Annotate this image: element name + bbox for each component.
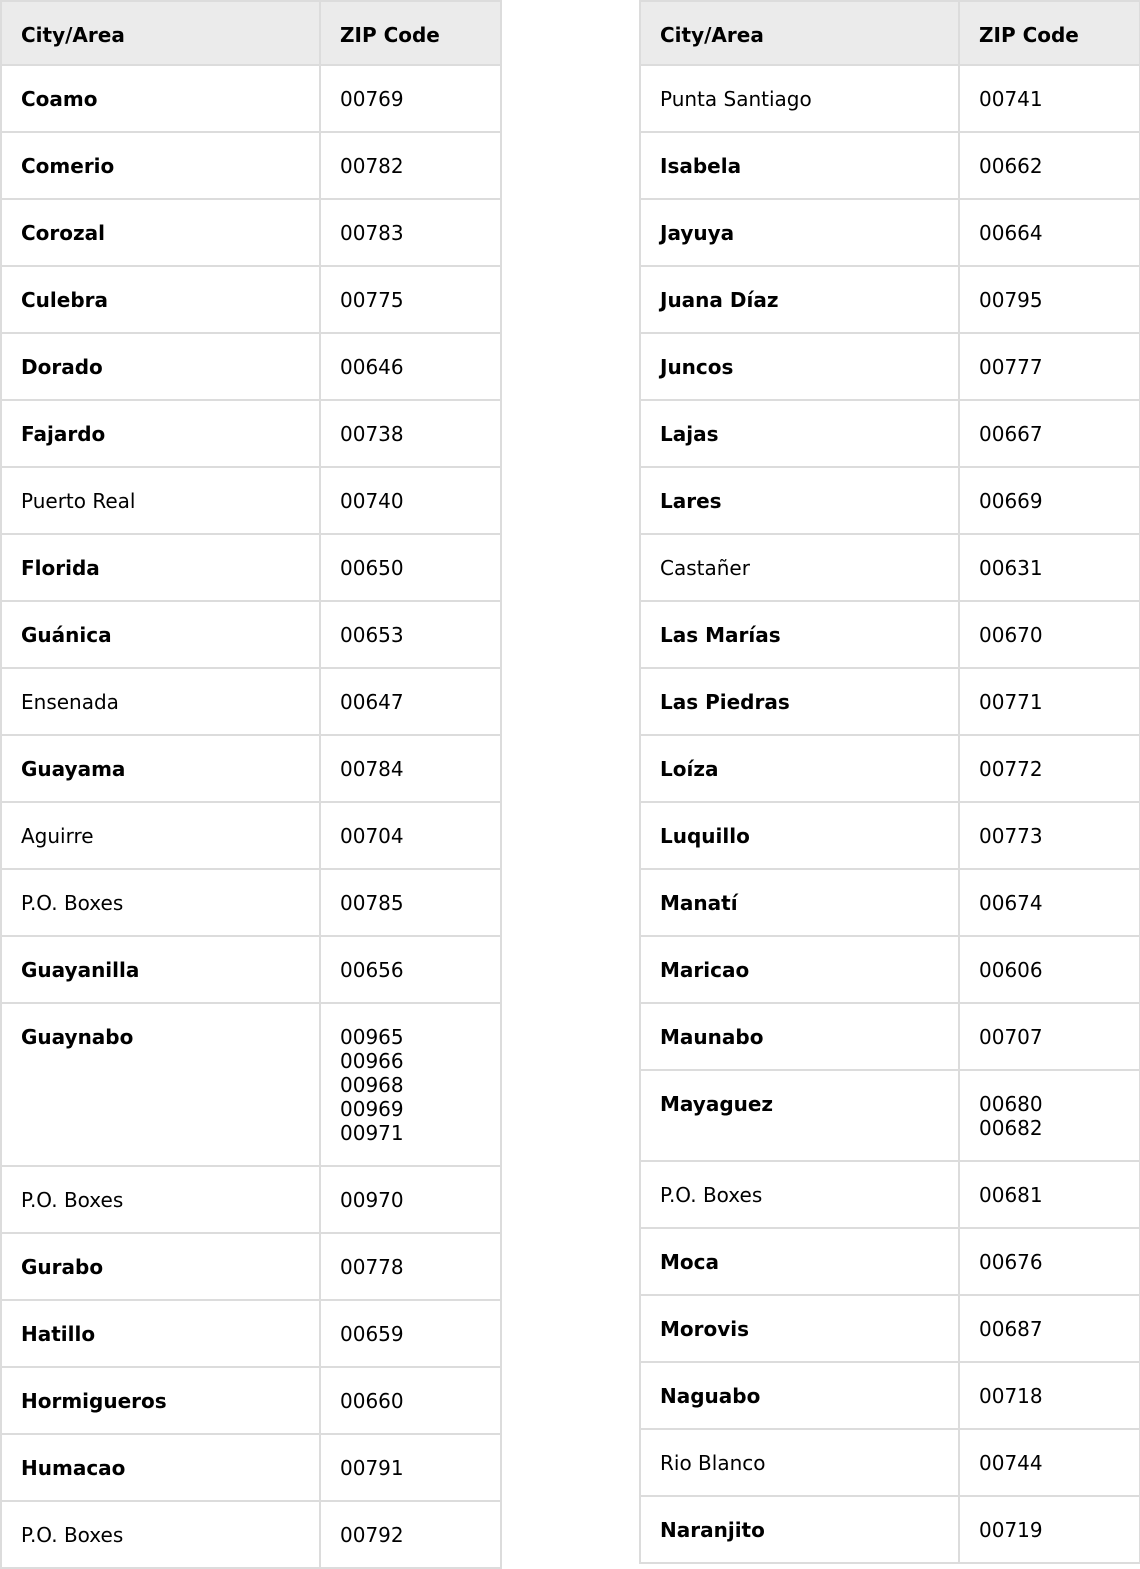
zip-cell [320,266,501,333]
city-cell: Punta Santiago [640,65,959,132]
zip-cell [959,1429,1140,1496]
zip-code: 00681 [979,1183,1043,1207]
zip-cell [959,1070,1140,1161]
zip-code: 00772 [979,757,1043,781]
table-row [1,333,501,400]
zip-cell [320,1300,501,1367]
table-row [1,1166,501,1233]
zip-code: 00659 [340,1322,404,1346]
city-cell: Maunabo [640,1003,959,1070]
zip-code: 00653 [340,623,404,647]
zip-code: 00775 [340,288,404,312]
zip-cell [320,601,501,668]
city-cell: Lares [640,467,959,534]
zip-code: 00969 [340,1097,404,1121]
city-cell: Coamo [1,65,320,132]
city-cell: Fajardo [1,400,320,467]
table-row [640,400,1140,467]
city-cell: Lajas [640,400,959,467]
city-cell: Guayanilla [1,936,320,1003]
zip-cell [959,266,1140,333]
zip-cell [320,65,501,132]
zip-cell [320,735,501,802]
table-row [1,534,501,601]
table-row [1,668,501,735]
zip-cell [320,400,501,467]
column-header-zip: ZIP Code [320,1,501,65]
city-cell: Guayama [1,735,320,802]
zip-cell [959,1228,1140,1295]
zip-code: 00718 [979,1384,1043,1408]
zip-code: 00704 [340,824,404,848]
zip-code: 00966 [340,1049,404,1073]
city-cell: Juncos [640,333,959,400]
zip-cell [320,1367,501,1434]
zip-cell [959,65,1140,132]
table-row [640,1496,1140,1563]
table-row [640,1161,1140,1228]
city-cell: Corozal [1,199,320,266]
zip-cell [320,199,501,266]
zip-cell [320,802,501,869]
table-row [1,601,501,668]
city-cell: Hatillo [1,1300,320,1367]
zip-code: 00791 [340,1456,404,1480]
table-row [1,1367,501,1434]
zip-cell [320,1501,501,1568]
zip-cell [959,132,1140,199]
zip-cell [959,333,1140,400]
zip-code: 00667 [979,422,1043,446]
zip-code: 00970 [340,1188,404,1212]
column-header-zip: ZIP Code [959,1,1140,65]
zip-code: 00741 [979,87,1043,111]
table-row [640,132,1140,199]
table-row [640,1295,1140,1362]
zip-code: 00778 [340,1255,404,1279]
zip-cell [959,668,1140,735]
city-cell: Hormigueros [1,1367,320,1434]
zip-cell [320,869,501,936]
zip-code: 00606 [979,958,1043,982]
city-cell: Morovis [640,1295,959,1362]
zip-cell [320,1003,501,1166]
city-cell: Las Piedras [640,668,959,735]
zip-cell [959,1295,1140,1362]
table-row [640,534,1140,601]
table-body [640,65,1140,1563]
zip-table-left [0,0,502,1569]
zip-cell [320,1434,501,1501]
zip-code: 00740 [340,489,404,513]
zip-code: 00631 [979,556,1043,580]
table-row [640,333,1140,400]
zip-cell [959,400,1140,467]
zip-code: 00773 [979,824,1043,848]
zip-cell [320,936,501,1003]
city-cell: Rio Blanco [640,1429,959,1496]
table-row [640,199,1140,266]
zip-code: 00777 [979,355,1043,379]
zip-cell [320,467,501,534]
table-row [640,266,1140,333]
zip-code: 00662 [979,154,1043,178]
zip-code: 00795 [979,288,1043,312]
zip-cell [959,467,1140,534]
zip-code: 00646 [340,355,404,379]
city-cell: Jayuya [640,199,959,266]
zip-code: 00670 [979,623,1043,647]
zip-code: 00782 [340,154,404,178]
zip-cell [320,534,501,601]
table-row [640,65,1140,132]
zip-cell [959,869,1140,936]
zip-code: 00650 [340,556,404,580]
table-row [640,1429,1140,1496]
city-cell: P.O. Boxes [1,1166,320,1233]
zip-table-right [639,0,1140,1564]
table-row [1,65,501,132]
zip-code: 00792 [340,1523,404,1547]
city-cell: Loíza [640,735,959,802]
table-row [640,936,1140,1003]
city-cell: P.O. Boxes [1,869,320,936]
zip-code: 00707 [979,1025,1043,1049]
zip-code: 00680 [979,1092,1043,1116]
zip-code: 00669 [979,489,1043,513]
zip-cell [959,1161,1140,1228]
table-row [640,1228,1140,1295]
table-row [1,199,501,266]
zip-code: 00682 [979,1116,1043,1140]
city-cell: Culebra [1,266,320,333]
zip-code: 00744 [979,1451,1043,1475]
city-cell: Dorado [1,333,320,400]
table-row [640,869,1140,936]
table-row [1,132,501,199]
table-row [1,802,501,869]
table-header-row [640,1,1140,65]
table-row [640,467,1140,534]
table-row [1,266,501,333]
zip-code: 00687 [979,1317,1043,1341]
table-row [1,1003,501,1166]
table-row [1,1501,501,1568]
zip-code: 00719 [979,1518,1043,1542]
table-row [1,1434,501,1501]
table-row [640,1070,1140,1161]
zip-cell [959,802,1140,869]
zip-code: 00660 [340,1389,404,1413]
city-cell: Naguabo [640,1362,959,1429]
column-header-city: City/Area [640,1,959,65]
zip-cell [959,936,1140,1003]
city-cell: Naranjito [640,1496,959,1563]
zip-code: 00674 [979,891,1043,915]
city-cell: Puerto Real [1,467,320,534]
zip-code: 00647 [340,690,404,714]
city-cell: Guaynabo [1,1003,320,1166]
zip-code: 00656 [340,958,404,982]
zip-code: 00784 [340,757,404,781]
city-cell: Humacao [1,1434,320,1501]
city-cell: Ensenada [1,668,320,735]
city-cell: Luquillo [640,802,959,869]
zip-cell [959,601,1140,668]
table-row [640,1362,1140,1429]
table-header-row [1,1,501,65]
zip-cell [959,735,1140,802]
zip-code: 00664 [979,221,1043,245]
city-cell: P.O. Boxes [1,1501,320,1568]
table-row [1,869,501,936]
table-row [1,467,501,534]
city-cell: Manatí [640,869,959,936]
city-cell: P.O. Boxes [640,1161,959,1228]
zip-cell [320,668,501,735]
table-row [640,735,1140,802]
table-row [640,802,1140,869]
table-row [640,601,1140,668]
zip-cell [959,534,1140,601]
city-cell: Maricao [640,936,959,1003]
zip-cell [320,333,501,400]
zip-cell [320,1166,501,1233]
table-row [1,400,501,467]
city-cell: Moca [640,1228,959,1295]
city-cell: Florida [1,534,320,601]
table-row [1,1300,501,1367]
table-row [1,936,501,1003]
table-row [640,1003,1140,1070]
zip-cell [320,1233,501,1300]
zip-cell [959,199,1140,266]
table-row [1,1233,501,1300]
city-cell: Las Marías [640,601,959,668]
city-cell: Aguirre [1,802,320,869]
zip-cell [959,1003,1140,1070]
zip-cell [959,1362,1140,1429]
zip-code: 00676 [979,1250,1043,1274]
city-cell: Comerio [1,132,320,199]
zip-code: 00968 [340,1073,404,1097]
city-cell: Gurabo [1,1233,320,1300]
zip-cell [320,132,501,199]
city-cell: Isabela [640,132,959,199]
zip-code: 00971 [340,1121,404,1145]
zip-code: 00769 [340,87,404,111]
zip-code: 00785 [340,891,404,915]
zip-code: 00783 [340,221,404,245]
zip-code: 00771 [979,690,1043,714]
table-row [1,735,501,802]
table-body [1,65,501,1568]
zip-code: 00738 [340,422,404,446]
city-cell: Mayaguez [640,1070,959,1161]
city-cell: Juana Díaz [640,266,959,333]
column-header-city: City/Area [1,1,320,65]
city-cell: Castañer [640,534,959,601]
zip-code: 00965 [340,1025,404,1049]
zip-cell [959,1496,1140,1563]
city-cell: Guánica [1,601,320,668]
table-row [640,668,1140,735]
